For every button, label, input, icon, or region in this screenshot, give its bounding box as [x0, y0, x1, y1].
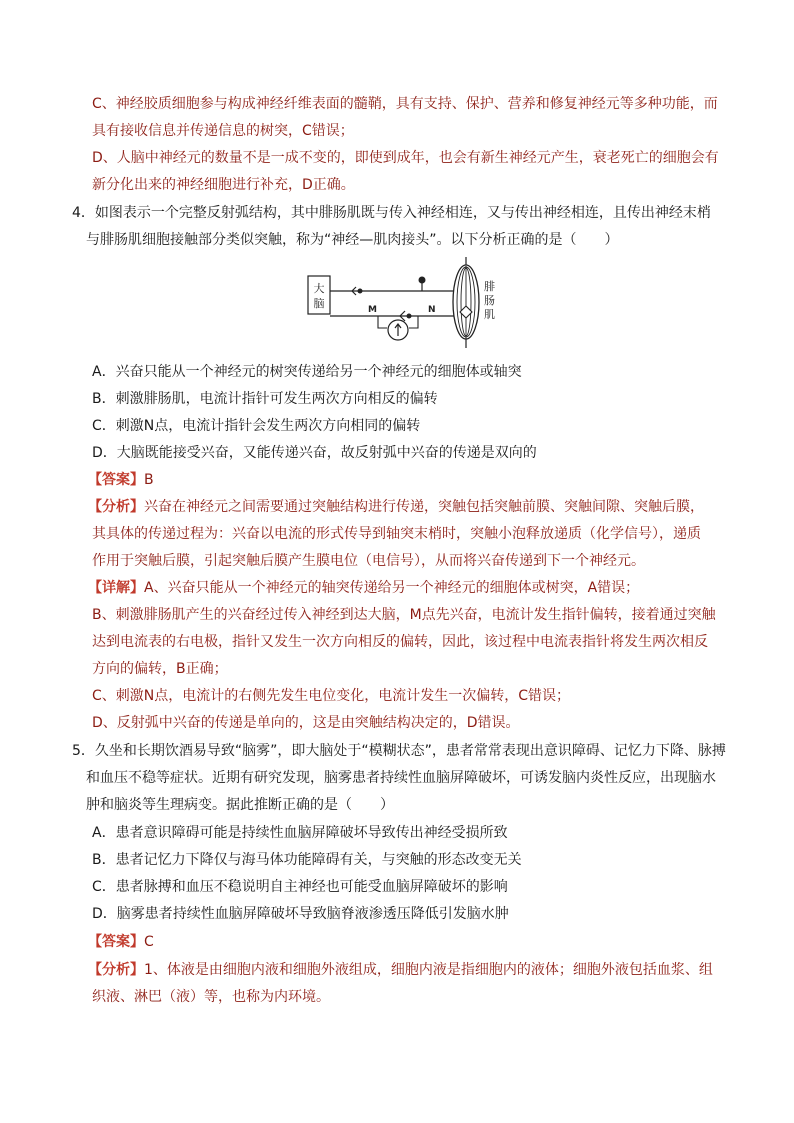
synapse-dot-lower — [407, 314, 412, 319]
brain-label-1: 大 — [313, 282, 325, 295]
q5-analysis-cont: 织液、淋巴（液）等，也称为内环境。 — [92, 989, 330, 1005]
prev-option-d-explanation: D、人脑中神经元的数量不是一成不变的，即使到成年，也会有新生神经元产生，衰老死亡的细胞会有 — [92, 150, 719, 166]
q5-answer — [88, 932, 154, 952]
q5-stem-cont-1: 和血压不稳等症状。近期有研究发现，脑雾患者持续性血脑屏障破坏，可诱发脑内炎性反应，出现脑水 — [86, 770, 716, 786]
q5-stem-cont-2: 肿和脑炎等生理病变。据此推断正确的是（ ） — [86, 797, 394, 813]
q4-analysis-cont-2: 作用于突触后膜，引起突触后膜产生膜电位（电信号），从而将兴奋传递到下一个神经元。 — [92, 553, 645, 569]
prev-option-c-explanation: C、神经胶质细胞参与构成神经纤维表面的髓鞘，具有支持、保护、营养和修复神经元等多种功能，而 — [92, 96, 718, 112]
q4-option-d: D．大脑既能接受兴奋，又能传递兴奋，故反射弧中兴奋的传递是双向的 — [92, 445, 537, 461]
q4-answer — [88, 470, 154, 490]
q4-stem-cont: 与腓肠肌细胞接触部分类似突触，称为“神经—肌肉接头”。以下分析正确的是（ ） — [86, 232, 619, 248]
q4-analysis-cont-1: 其具体的传递过程为：兴奋以电流的形式传导到轴突末梢时，突触小泡释放递质（化学信号），递质 — [92, 526, 701, 542]
reflex-arc-figure — [298, 254, 508, 352]
answer-tag: 【答案】 — [88, 934, 144, 950]
q4-detail-c: C、刺激N点，电流计的右侧先发生电位变化，电流计发生一次偏转，C错误； — [92, 688, 571, 704]
q4-detail — [88, 578, 639, 598]
q5-option-b: B．患者记忆力下降仅与海马体功能障碍有关，与突触的形态改变无关 — [92, 852, 522, 868]
analysis-tag: 【分析】 — [88, 499, 144, 515]
answer-value: C — [144, 934, 154, 950]
reflex-arc-diagram — [298, 254, 508, 352]
q4-detail-b-cont-2: 方向的偏转，B正确； — [92, 661, 228, 677]
label-n: N — [428, 305, 436, 315]
q5-option-a: A．患者意识障碍可能是持续性血脑屏障破坏导致传出神经受损所致 — [92, 825, 508, 841]
prev-option-c-explanation-cont: 具有接收信息并传递信息的树突，C错误； — [92, 123, 354, 139]
q4-option-c: C．刺激N点，电流计指针会发生两次方向相同的偏转 — [92, 418, 421, 434]
label-m: M — [368, 305, 377, 315]
afferent-cell-body — [419, 277, 426, 284]
muscle-label-1: 腓 — [484, 280, 495, 293]
detail-text: A、兴奋只能从一个神经元的轴突传递给另一个神经元的细胞体或树突，A错误； — [144, 580, 640, 596]
analysis-text: 兴奋在神经元之间需要通过突触结构进行传递，突触包括突触前膜、突触间隙、突触后膜， — [144, 499, 704, 515]
q4-option-b: B．刺激腓肠肌，电流计指针可发生两次方向相反的偏转 — [92, 391, 438, 407]
q4-option-a: A．兴奋只能从一个神经元的树突传递给另一个神经元的细胞体或轴突 — [92, 364, 522, 380]
q5-option-c: C．患者脉搏和血压不稳说明自主神经也可能受血脑屏障破坏的影响 — [92, 879, 508, 895]
prev-option-d-explanation-cont: 新分化出来的神经细胞进行补充，D正确。 — [92, 177, 355, 193]
q4-detail-b-cont-1: 达到电流表的右电极，指针又发生一次方向相反的偏转，因此，该过程中电流表指针将发生两次相反 — [92, 634, 708, 650]
q4-detail-d: D、反射弧中兴奋的传递是单向的，这是由突触结构决定的，D错误。 — [92, 715, 520, 731]
muscle-label-3: 肌 — [484, 308, 495, 321]
answer-tag: 【答案】 — [88, 472, 144, 488]
q4-stem: 4．如图表示一个完整反射弧结构，其中腓肠肌既与传入神经相连，又与传出神经相连，且传出神经末梢 — [72, 205, 711, 221]
answer-value: B — [144, 472, 154, 488]
muscle-label-2: 肠 — [484, 294, 495, 307]
q5-option-d: D．脑雾患者持续性血脑屏障破坏导致脑脊液渗透压降低引发脑水肿 — [92, 906, 509, 922]
q4-detail-b: B、刺激腓肠肌产生的兴奋经过传入神经到达大脑，M点先兴奋，电流计发生指针偏转，接着通过突触 — [92, 607, 716, 623]
q5-analysis — [88, 960, 713, 980]
analysis-text: 1、体液是由细胞内液和细胞外液组成，细胞内液是指细胞内的液体；细胞外液包括血浆、组 — [144, 962, 713, 978]
detail-tag: 【详解】 — [88, 580, 144, 596]
brain-label-2: 脑 — [313, 297, 325, 310]
synapse-dot-upper — [358, 289, 363, 294]
q4-analysis — [88, 497, 704, 517]
analysis-tag: 【分析】 — [88, 962, 144, 978]
q5-stem: 5．久坐和长期饮酒易导致“脑雾”，即大脑处于“模糊状态”，患者常常表现出意识障碍、记忆力下降、脉搏 — [72, 743, 726, 759]
